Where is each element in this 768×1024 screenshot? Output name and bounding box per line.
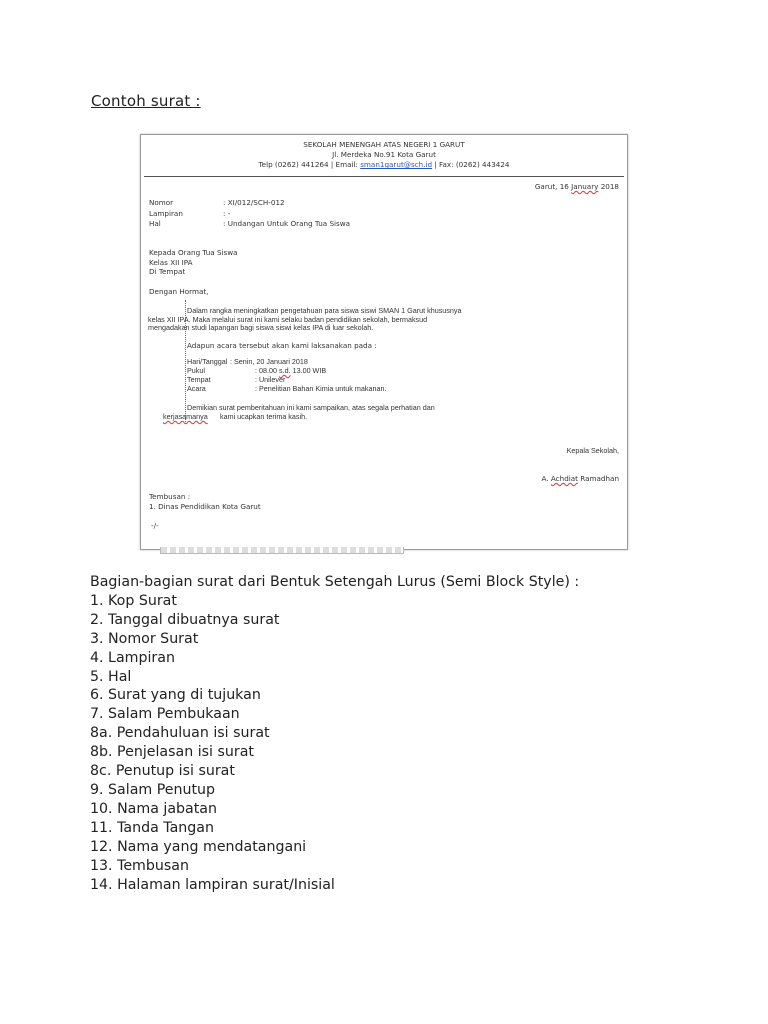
- tembusan-label: Tembusan :: [149, 492, 191, 501]
- field-label: Hal: [149, 219, 161, 228]
- school-name: SEKOLAH MENENGAH ATAS NEGERI 1 GARUT: [303, 140, 465, 149]
- agenda-label: Pukul: [187, 366, 205, 375]
- list-item: 8b. Penjelasan isi surat: [90, 744, 254, 761]
- list-item: 11. Tanda Tangan: [90, 819, 214, 836]
- greeting: Dengan Hormat,: [149, 287, 209, 296]
- signer-position: Kepala Sekolah,: [566, 446, 619, 455]
- list-item: 2. Tanggal dibuatnya surat: [90, 611, 280, 628]
- letter-image: [140, 134, 628, 550]
- list-item: 12. Nama yang mendatangani: [90, 838, 307, 855]
- list-item: 4. Lampiran: [90, 649, 175, 666]
- list-item: 8c. Penutup isi surat: [90, 763, 235, 780]
- initial: -/-: [151, 521, 159, 530]
- list-item: 7. Salam Pembukaan: [90, 706, 240, 723]
- list-item: 1. Kop Surat: [90, 592, 177, 609]
- closing-line: Demikian surat pemberitahuan ini kami sampaikan, atas segala perhatian dan: [187, 403, 435, 412]
- recipient-line: Kelas XII IPA: [149, 258, 193, 267]
- tembusan-item: 1. Dinas Pendidikan Kota Garut: [149, 502, 261, 511]
- school-address: Jl. Merdeka No.91 Kota Garut: [332, 150, 436, 159]
- cropped-page-edge: [160, 547, 404, 554]
- list-item: 6. Surat yang di tujukan: [90, 687, 261, 704]
- letterhead-divider: [144, 176, 624, 177]
- agenda-value: : 08.00 s.d. 13.00 WIB: [255, 366, 327, 375]
- field-value: : -: [223, 209, 231, 218]
- intro-line: Dalam rangka meningkatkan pengetahuan para siswa siswi SMAN 1 Garut khususnya: [187, 306, 462, 315]
- field-value: : XI/012/SCH-012: [223, 198, 285, 207]
- closing-line-rest: kami ucapkan terima kasih.: [220, 412, 308, 421]
- agenda-value: : Penelitian Bahan Kimia untuk makanan.: [255, 384, 387, 393]
- closing-line: kerjasamanya: [163, 412, 208, 421]
- recipient-line: Di Tempat: [149, 267, 186, 276]
- list-item: 10. Nama jabatan: [90, 800, 217, 817]
- school-contact: Telp (0262) 441264 | Email: sman1garut@sch.id | Fax: (0262) 443424: [258, 160, 510, 169]
- intro-line: mengadakan studi lapangan bagi siswa siswi kelas IPA di luar sekolah.: [148, 323, 374, 332]
- list-item: 5. Hal: [90, 668, 132, 685]
- agenda-label: Tempat: [187, 375, 211, 384]
- field-label: Nomor: [149, 198, 174, 207]
- agenda-value: : Senin, 20 Januari 2018: [230, 357, 308, 366]
- email-link: sman1garut@sch.id: [360, 160, 433, 169]
- signer-name: A. Achdiat Ramadhan: [541, 474, 619, 483]
- list-item: 13. Tembusan: [90, 857, 189, 874]
- agenda-intro: Adapun acara tersebut akan kami laksanakan pada :: [187, 341, 377, 350]
- list-intro: Bagian-bagian surat dari Bentuk Setengah Lurus (Semi Block Style) :: [90, 574, 580, 590]
- parts-list: [90, 573, 579, 894]
- list-item: 14. Halaman lampiran surat/Inisial: [90, 876, 335, 893]
- field-label: Lampiran: [149, 209, 183, 218]
- recipient-line: Kepada Orang Tua Siswa: [149, 248, 238, 257]
- page-heading: Contoh surat :: [91, 92, 201, 110]
- letter-date: Garut, 16 January 2018: [534, 182, 619, 191]
- letterhead: [141, 140, 627, 170]
- list-item: 8a. Pendahuluan isi surat: [90, 725, 270, 742]
- agenda-label: Hari/Tanggal: [187, 357, 228, 366]
- agenda-value: : Unilever: [255, 375, 286, 384]
- intro-line: kelas XII IPA. Maka melalui surat ini kami selaku badan pendidikan sekolah, bermaksud: [148, 315, 428, 324]
- list-item: 3. Nomor Surat: [90, 630, 199, 647]
- agenda-label: Acara: [187, 384, 206, 393]
- list-item: 9. Salam Penutup: [90, 781, 216, 798]
- field-value: : Undangan Untuk Orang Tua Siswa: [223, 219, 351, 228]
